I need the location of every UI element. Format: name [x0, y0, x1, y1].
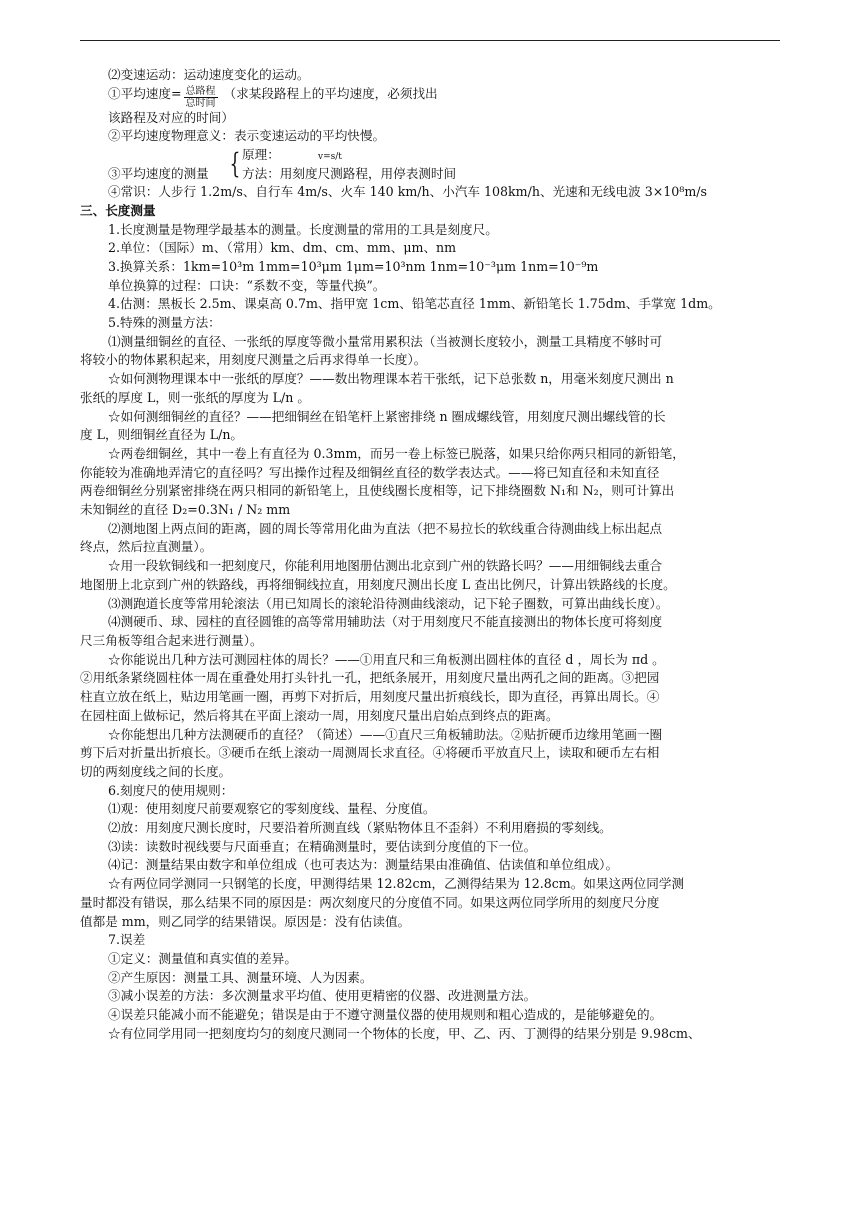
text-line: ①定义：测量值和真实值的差异。 — [108, 950, 297, 966]
text-line: 6.刻度尺的使用规则： — [108, 782, 234, 798]
text-span: 原理： — [242, 147, 280, 163]
text-line: 度 L，则细铜丝直径为 L/n。 — [80, 427, 244, 443]
text-line: 4.估测：黑板长 2.5m、课桌高 0.7m、指甲宽 1cm、铅笔芯直径 1mm、新铅笔长 1.75dm、手掌宽 1dm。 — [108, 296, 721, 312]
text-line: 剪下后对折量出折痕长。③硬币在纸上滚动一周测周长求直径。④将硬币平放直尺上，读取和硬币左右相 — [80, 745, 660, 761]
text-line: 两卷细铜丝分别紧密排绕在两只相同的新铅笔上，且使线圈长度相等，记下排绕圈数 N₁和 N₂，则可计算出 — [80, 483, 675, 499]
text-span: ③平均速度的测量 — [108, 166, 209, 182]
text-line: ⑴观：使用刻度尺前要观察它的零刻度线、量程、分度值。 — [108, 801, 436, 817]
text-line: 单位换算的过程：口诀：“系数不变，等量代换”。 — [108, 277, 386, 293]
text-line: 终点，然后拉直测量）。 — [80, 539, 213, 555]
text-line: ②平均速度物理意义：表示变速运动的平均快慢。 — [108, 128, 386, 144]
text-line: 在园柱面上做标记，然后将其在平面上滚动一周，用刻度尺量出启始点到终点的距离。 — [80, 707, 559, 723]
text-span: 方法：用刻度尺测路程，用停表测时间 — [242, 166, 457, 182]
text-line: 2.单位：（国际）m、（常用）km、dm、cm、mm、μm、nm — [108, 240, 457, 256]
text-line: 值都是 mm，则乙同学的结果错误。原因是：没有估读值。 — [80, 913, 411, 929]
text-line: ⑵变速运动：运动速度变化的运动。 — [108, 67, 310, 82]
text-line: 1.长度测量是物理学最基本的测量。长度测量的常用的工具是刻度尺。 — [108, 221, 498, 237]
text-line: ④常识：人步行 1.2m/s、自行车 4m/s、火车 140 km/h、小汽车 108km/h、光速和无线电波 3×10⁸m/s — [108, 184, 708, 200]
text-line: ⑶测跑道长度等常用轮滚法（用已知周长的滚轮沿待测曲线滚动，记下轮子圈数，可算出曲线长度）。 — [108, 595, 669, 611]
text-line: 量时都没有错误，那么结果不同的原因是：两次刻度尺的分度值不同。如果这两位同学所用的刻度尺分度 — [80, 894, 660, 910]
text-line: ⑶读：读数时视线要与尺面垂直；在精确测量时，要估读到分度值的下一位。 — [108, 838, 537, 854]
text-line: 切的两刻度线之间的长度。 — [80, 763, 232, 779]
text-line: 你能较为准确地弄清它的直径吗？写出操作过程及细铜丝直径的数学表达式。——将已知直径和未知直径 — [80, 464, 660, 480]
text-line: ③减小误差的方法：多次测量求平均值、使用更精密的仪器、改进测量方法。 — [108, 988, 537, 1004]
fraction-numerator: 总路程 — [185, 85, 216, 97]
text-line: 张纸的厚度 L，则一张纸的厚度为 L/n 。 — [80, 389, 310, 405]
text-line: ☆有位同学用同一把刻度均匀的刻度尺测同一个物体的长度，甲、乙、丙、丁测得的结果分别是 9.98cm、 — [108, 1025, 701, 1041]
text-span: （求某段路程上的平均速度，必须找出 — [223, 85, 438, 101]
section-heading: 三、长度测量 — [80, 202, 156, 218]
text-line: ☆你能说出几种方法可测园柱体的周长？——①用直尺和三角板测出圆柱体的直径 d ，周长为 πd 。 — [108, 651, 665, 667]
measurement-brace-block — [108, 146, 780, 183]
text-line: ☆两卷细铜丝，其中一卷上有直径为 0.3mm，而另一卷上标签已脱落，如果只给你两只相同的新铅笔， — [108, 445, 685, 461]
text-line: 地图册上北京到广州的铁路线，再将细铜线拉直，用刻度尺测出长度 L 查出比例尺，计算出铁路线的长度。 — [80, 576, 676, 592]
brace-symbol: { — [229, 147, 241, 181]
text-line: 7.误差 — [108, 932, 146, 948]
text-line: ⑷测硬币、球、园柱的直径圆锥的高等常用辅助法（对于用刻度尺不能直接测出的物体长度可将刻度 — [108, 614, 663, 630]
text-line: ☆用一段软铜线和一把刻度尺，你能利用地图册估测出北京到广州的铁路长吗？——用细铜线去重合 — [108, 558, 663, 574]
formula-v-equals-s-over-t: v=s/t — [318, 152, 342, 163]
text-line: 未知铜丝的直径 D₂=0.3N₁ / N₂ mm — [80, 502, 291, 518]
document-body — [80, 66, 780, 1043]
text-line: ⑵测地图上两点间的距离，圆的周长等常用化曲为直法（把不易拉长的软线重合待测曲线上标出起点 — [108, 520, 663, 536]
average-speed-formula-line — [108, 85, 780, 109]
text-line: ②用纸条紧绕圆柱体一周在重叠处用打头针扎一孔，把纸条展开，用刻度尺量出两孔之间的距离。③把园 — [80, 670, 660, 686]
text-line: ☆有两位同学测同一只钢笔的长度，甲测得结果 12.82cm，乙测得结果为 12.8cm。如果这两位同学测 — [108, 876, 685, 892]
text-line: ⑵放：用刻度尺测长度时，尺要沿着所测直线（紧贴物体且不歪斜）不利用磨损的零刻线。 — [108, 820, 612, 836]
text-line: 5.特殊的测量方法： — [108, 315, 221, 331]
text-line: ☆你能想出几种方法测硬币的直径？（简述）——①直尺三角板辅助法。②贴折硬币边缘用笔画一圈 — [108, 726, 663, 742]
text-line: 3.换算关系：1km=10³m 1mm=10³μm 1μm=10³nm 1nm=10⁻³μm 1nm=10⁻⁹m — [108, 258, 599, 274]
text-span: ①平均速度= — [108, 85, 182, 101]
fraction — [184, 86, 218, 109]
text-line: 柱直立放在纸上，贴边用笔画一圈，再剪下对折后，用刻度尺量出折痕线长，即为直径，再算出周长。④ — [80, 689, 660, 705]
text-line: ④误差只能减小而不能避免；错误是由于不遵守测量仪器的使用规则和粗心造成的，是能够避免的。 — [108, 1007, 663, 1023]
fraction-denominator: 总时间 — [185, 97, 216, 109]
text-line: 尺三角板等组合起来进行测量）。 — [80, 632, 263, 648]
text-line: ⑴测量细铜丝的直径、一张纸的厚度等微小量常用累积法（当被测长度较小，测量工具精度不够时可 — [108, 333, 663, 349]
header-rule — [80, 40, 780, 41]
text-line: ⑷记：测量结果由数字和单位组成（也可表达为：测量结果由准确值、估读值和单位组成）。 — [108, 857, 619, 873]
text-line: 将较小的物体累积起来，用刻度尺测量之后再求得单一长度）。 — [80, 352, 427, 368]
text-line: ☆如何测物理课本中一张纸的厚度？——数出物理课本若干张纸，记下总张数 n，用毫米刻度尺测出 n — [108, 371, 674, 387]
text-line: ②产生原因：测量工具、测量环境、人为因素。 — [108, 969, 373, 985]
text-line: ☆如何测细铜丝的直径？——把细铜丝在铅笔杆上紧密排绕 n 圈成螺线管，用刻度尺测出螺线管的长 — [108, 408, 666, 424]
text-line: 该路程及对应的时间） — [108, 109, 234, 125]
